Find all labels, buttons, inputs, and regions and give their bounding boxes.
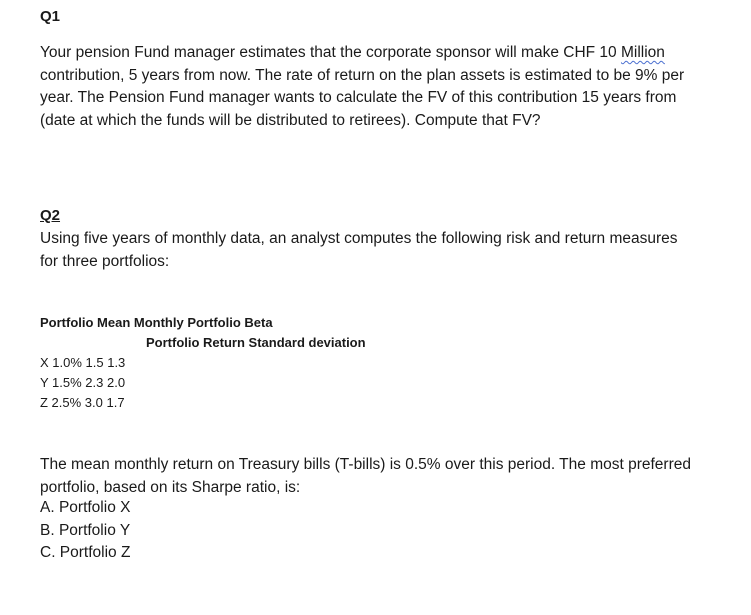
q1-underlined-word: Million: [620, 44, 665, 61]
q1-line-3: year. The Pension Fund manager wants to calculate the FV of this contribution 15 years from: [40, 89, 677, 106]
answer-options: [40, 497, 740, 565]
q1-line-1: [40, 42, 740, 65]
table-row-x: X 1.0% 1.5 1.3: [40, 355, 126, 370]
option-b: B. Portfolio Y: [40, 521, 131, 539]
table-row-z: Z 2.5% 3.0 1.7: [40, 395, 125, 410]
q2-heading: Q2: [40, 207, 61, 224]
table-header-line-1: Portfolio Mean Monthly Portfolio Beta: [40, 315, 273, 330]
q2-intro-line-2: for three portfolios:: [40, 252, 170, 270]
q2-intro-line-1: Using five years of monthly data, an analyst computes the following risk and return measures: [40, 230, 678, 247]
q2-question-line-1: The mean monthly return on Treasury bills (T-bills) is 0.5% over this period. The most preferred: [40, 456, 691, 473]
q1-line-2: contribution, 5 years from now. The rate of return on the plan assets is estimated to be 9% per: [40, 66, 685, 84]
q2-intro: [40, 228, 740, 273]
q1-heading: Q1: [40, 8, 61, 25]
table-row-y: Y 1.5% 2.3 2.0: [40, 375, 126, 390]
q1-line-1-text: Your pension Fund manager estimates that the corporate sponsor will make CHF 10: [40, 44, 621, 61]
q2-question-line-2: portfolio, based on its Sharpe ratio, is:: [40, 478, 301, 496]
q2-question: [40, 454, 740, 499]
option-c: C. Portfolio Z: [40, 544, 131, 561]
option-a: A. Portfolio X: [40, 499, 131, 516]
q1-line-4: (date at which the funds will be distributed to retirees). Compute that FV?: [40, 111, 541, 129]
q1-paragraph: [40, 42, 740, 132]
table-header-line-2: Portfolio Return Standard deviation: [146, 335, 366, 350]
